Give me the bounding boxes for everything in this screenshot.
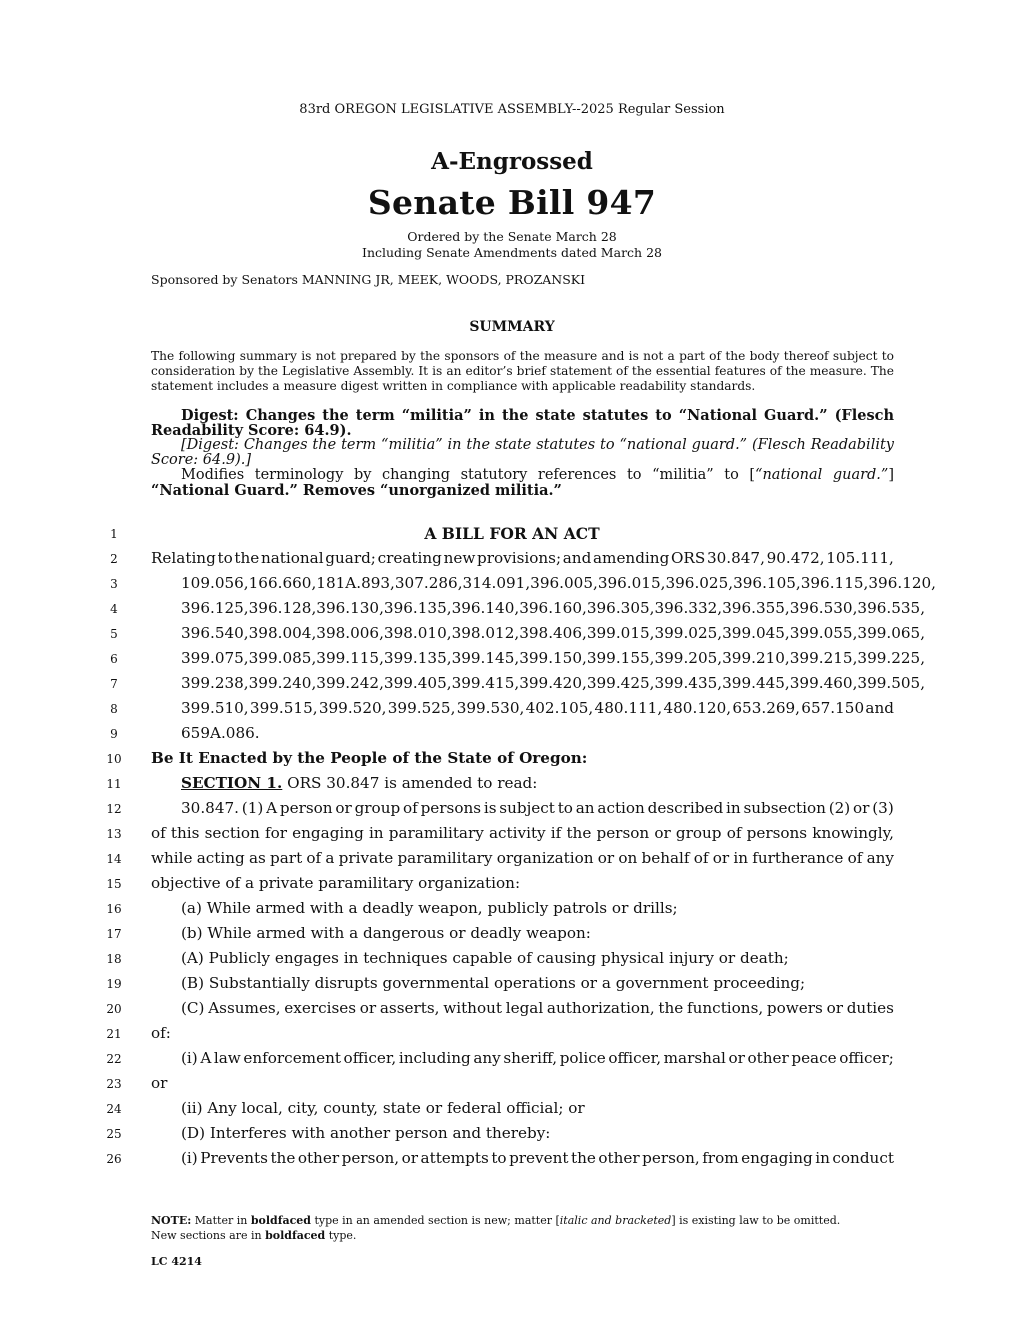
word: 399.420, (519, 674, 587, 692)
word: 396.530, (789, 599, 858, 617)
word: engaging (741, 1149, 813, 1167)
word: 399.215, (789, 649, 858, 667)
note-text: type in an amended section is new; matter [ (310, 1214, 560, 1227)
word: (1) (241, 799, 264, 817)
word: if (550, 824, 562, 842)
word: 396.130, (316, 599, 384, 617)
ors-list-line: 659A.086. (181, 724, 260, 742)
line-number: 17 (106, 927, 122, 941)
note-label: NOTE: (151, 1214, 192, 1227)
summary-title: SUMMARY (469, 319, 555, 335)
word: knowingly, (812, 824, 894, 842)
word: part (270, 849, 303, 867)
word: in (726, 799, 741, 817)
word: subsection (743, 799, 826, 817)
word: 399.242, (316, 674, 384, 692)
body-line: (b) While armed with a dangerous or deadly weapon: (181, 924, 591, 942)
modifies-new-text: “National Guard.” Removes “unorganized militia.” (151, 482, 562, 499)
word: 399.015, (586, 624, 655, 642)
word: 396.105, (733, 574, 801, 592)
word: duties (846, 999, 894, 1017)
ors-list-line (181, 674, 926, 692)
word: activity (488, 824, 546, 842)
word: of (403, 799, 418, 817)
word: 396.135, (383, 599, 452, 617)
word: 480.120, (663, 699, 732, 717)
enacting-clause: Be It Enacted by the People of the State of Oregon: (151, 749, 588, 767)
word: acting (196, 849, 245, 867)
body-line (181, 1049, 894, 1067)
word: subject (499, 799, 555, 817)
word: for (264, 824, 287, 842)
word: other (297, 1149, 340, 1167)
word: 399.460, (789, 674, 858, 692)
word: 399.055, (789, 624, 858, 642)
word: (i) (181, 1049, 198, 1067)
word: legal (505, 999, 544, 1017)
word: ORS (670, 549, 706, 567)
word: on (618, 849, 638, 867)
body-line: (D) Interferes with another person and thereby: (181, 1124, 551, 1142)
word: 399.415, (451, 674, 520, 692)
line-number: 2 (110, 552, 118, 566)
word: 398.004, (248, 624, 317, 642)
word: 399.205, (654, 649, 723, 667)
word: enforcement (243, 1049, 341, 1067)
word: persons (746, 824, 808, 842)
body-line (181, 799, 894, 817)
word: persons (420, 799, 482, 817)
word: officer, (608, 1049, 662, 1067)
line-number: 8 (110, 702, 118, 716)
word: or (853, 799, 870, 817)
word: including (398, 1049, 471, 1067)
word: in (815, 1149, 830, 1167)
word: group (354, 799, 401, 817)
word: 399.135, (383, 649, 452, 667)
note-text: type. (325, 1229, 357, 1242)
word: 105.111, (826, 549, 894, 567)
word: 398.012, (451, 624, 520, 642)
word: 396.355, (722, 599, 790, 617)
word: or (728, 1049, 745, 1067)
word: 399.435, (654, 674, 723, 692)
word: the (234, 549, 260, 567)
word: and (562, 549, 592, 567)
note-text: Matter in (191, 1214, 251, 1227)
word: action (597, 799, 645, 817)
word: 396.160, (519, 599, 587, 617)
sponsors: Sponsored by Senators MANNING JR, MEEK, WOODS, PROZANSKI (151, 272, 586, 287)
body-line (181, 999, 894, 1017)
word: provisions; (477, 549, 562, 567)
including-line: Including Senate Amendments dated March 28 (362, 245, 662, 260)
word: person, (341, 1149, 400, 1167)
word: 399.025, (654, 624, 723, 642)
word: any (473, 1049, 501, 1067)
word: as (248, 849, 266, 867)
line-number: 6 (110, 652, 118, 666)
word: officer, (343, 1049, 397, 1067)
word: A (266, 799, 278, 817)
word: and (865, 699, 894, 717)
word: in (733, 849, 749, 867)
ors-list-line (181, 649, 926, 667)
modifies-removed-text: “national guard.” (755, 467, 889, 483)
word: 396.332, (654, 599, 723, 617)
word: paramilitary (388, 824, 484, 842)
word: person, (642, 1149, 700, 1167)
word: exercises (284, 999, 357, 1017)
word: described (647, 799, 724, 817)
word: 181A.893, (316, 574, 395, 592)
body-line: or (151, 1074, 168, 1092)
word: paramilitary (397, 849, 493, 867)
line-number: 1 (110, 527, 118, 541)
word: 399.510, (181, 699, 249, 717)
word: 396.305, (586, 599, 655, 617)
word: 398.406, (519, 624, 587, 642)
word: 109.056, (181, 574, 249, 592)
word: the (658, 999, 684, 1017)
word: 396.015, (597, 574, 666, 592)
line-number: 7 (110, 677, 118, 691)
modifies-text-2: ] (888, 467, 895, 483)
word: 399.115, (316, 649, 384, 667)
word: 396.125, (181, 599, 249, 617)
word: police (559, 1049, 606, 1067)
word: 399.210, (722, 649, 790, 667)
word: an (575, 799, 595, 817)
line-number: 20 (106, 1002, 122, 1016)
act-heading: A BILL FOR AN ACT (424, 524, 600, 543)
word: 657.150 (801, 699, 865, 717)
body-line: objective of a private paramilitary organization: (151, 874, 521, 892)
line-number: 12 (106, 802, 122, 816)
body-line (181, 1149, 894, 1167)
word: of (693, 849, 709, 867)
body-line (151, 849, 894, 867)
ors-list-line (181, 574, 937, 592)
session-header: 83rd OREGON LEGISLATIVE ASSEMBLY--2025 Regular Session (299, 102, 725, 117)
word: 399.530, (456, 699, 525, 717)
word: 399.520, (318, 699, 387, 717)
word: or (401, 1149, 419, 1167)
line-number: 14 (106, 852, 122, 866)
word: a (325, 849, 335, 867)
word: attempts (420, 1149, 489, 1167)
word: other (598, 1149, 640, 1167)
note-text: New sections are in (151, 1229, 266, 1242)
word: amending (592, 549, 670, 567)
relating-line (151, 549, 894, 567)
word: while (151, 849, 193, 867)
section-1-text: ORS 30.847 is amended to read: (282, 774, 538, 792)
line-number: 18 (106, 952, 122, 966)
body-line: (ii) Any local, city, county, state or federal official; or (181, 1099, 585, 1117)
body-line: (B) Substantially disrupts governmental operations or a government proceeding; (181, 974, 806, 992)
line-number: 21 (106, 1027, 122, 1041)
line-number: 3 (110, 577, 118, 591)
word: 480.111, (594, 699, 663, 717)
word: 307.286, (394, 574, 463, 592)
word: 314.091, (462, 574, 531, 592)
word: person (596, 824, 650, 842)
word: 399.505, (857, 674, 926, 692)
word: 399.515, (249, 699, 318, 717)
word: authorization, (546, 999, 655, 1017)
word: to (491, 1149, 507, 1167)
word: person (279, 799, 333, 817)
body-line: (a) While armed with a deadly weapon, publicly patrols or drills; (181, 899, 678, 917)
word: Assumes, (208, 999, 281, 1017)
word: (2) (828, 799, 851, 817)
body-line: of: (151, 1024, 171, 1042)
word: peace (791, 1049, 837, 1067)
word: other (747, 1049, 789, 1067)
word: Prevents (200, 1149, 268, 1167)
word: (3) (872, 799, 894, 817)
line-number: 10 (106, 752, 122, 766)
line-number: 9 (110, 727, 118, 741)
word: 398.006, (316, 624, 384, 642)
word: to (557, 799, 573, 817)
word: marshal (663, 1049, 726, 1067)
word: conduct (832, 1149, 894, 1167)
word: without (443, 999, 502, 1017)
word: from (702, 1149, 739, 1167)
line-number: 11 (106, 777, 122, 791)
word: 399.065, (857, 624, 926, 642)
summary-paragraph: The following summary is not prepared by the sponsors of the measure and is not a part of the body thereof subject to consideration by the Legislative Assembly. It is an editor’s brief statement of the essential features of the measure. The statement includes a measure digest written in compliance with applicable readability standards. (151, 349, 894, 393)
word: or (654, 824, 671, 842)
line-number: 22 (106, 1052, 122, 1066)
word: (C) (181, 999, 205, 1017)
word: 399.075, (181, 649, 249, 667)
word: national (260, 549, 324, 567)
word: new (443, 549, 476, 567)
section-1-line (181, 774, 537, 792)
word: 90.472, (766, 549, 825, 567)
word: 396.120, (868, 574, 937, 592)
word: 399.085, (248, 649, 317, 667)
section-1-label: SECTION 1. (181, 774, 283, 792)
word: private (338, 849, 394, 867)
word: prevent (509, 1149, 569, 1167)
word: functions, (687, 999, 764, 1017)
word: 396.140, (451, 599, 520, 617)
word: this (170, 824, 200, 842)
ordered-line: Ordered by the Senate March 28 (407, 229, 617, 244)
word: or (335, 799, 352, 817)
line-number: 16 (106, 902, 122, 916)
line-number: 26 (106, 1152, 122, 1166)
line-number: 23 (106, 1077, 122, 1091)
word: the (566, 824, 592, 842)
word: of (306, 849, 322, 867)
word: group (675, 824, 722, 842)
note-italic: italic and bracketed (559, 1214, 672, 1227)
word: sheriff, (503, 1049, 558, 1067)
word: furtherance (752, 849, 844, 867)
word: behalf (641, 849, 690, 867)
word: or (826, 999, 843, 1017)
word: in (368, 824, 384, 842)
word: to (217, 549, 233, 567)
word: 399.225, (857, 649, 926, 667)
ors-list-line (181, 699, 894, 717)
lc-number: LC 4214 (151, 1255, 202, 1268)
word: 396.540, (181, 624, 249, 642)
word: 399.425, (586, 674, 655, 692)
word: of (151, 824, 166, 842)
word: engaging (292, 824, 364, 842)
word: or (359, 999, 377, 1017)
line-number: 24 (106, 1102, 122, 1116)
footer-note (151, 1213, 894, 1243)
engrossed-label: A-Engrossed (431, 148, 593, 175)
word: 399.445, (722, 674, 790, 692)
word: 396.535, (857, 599, 926, 617)
word: 399.145, (451, 649, 520, 667)
word: 396.025, (665, 574, 734, 592)
line-number: 13 (106, 827, 122, 841)
modifies-statement (151, 468, 894, 499)
word: creating (377, 549, 442, 567)
note-bold: boldfaced (250, 1214, 311, 1227)
word: 399.155, (586, 649, 655, 667)
word: the (270, 1149, 296, 1167)
word: 166.660, (248, 574, 317, 592)
ors-list-line (181, 599, 926, 617)
word: 399.150, (519, 649, 587, 667)
word: 396.005, (530, 574, 598, 592)
note-text: ] is existing law to be omitted. (671, 1214, 841, 1227)
word: organization (496, 849, 594, 867)
word: asserts, (379, 999, 440, 1017)
word: or (712, 849, 730, 867)
word: any (866, 849, 894, 867)
line-number: 5 (110, 627, 118, 641)
word: powers (766, 999, 823, 1017)
word: the (571, 1149, 596, 1167)
word: 653.269, (732, 699, 801, 717)
word: officer; (839, 1049, 894, 1067)
digest-old: [Digest: Changes the term “militia” in the state statutes to “national guard.” (Flesch Readability Score: 64.9).] (151, 437, 894, 468)
word: 399.525, (387, 699, 456, 717)
word: section (204, 824, 260, 842)
word: or (597, 849, 615, 867)
note-bold: boldfaced (265, 1229, 326, 1242)
word: 398.010, (383, 624, 452, 642)
bill-title: Senate Bill 947 (367, 183, 657, 222)
line-number: 4 (110, 602, 118, 616)
word: is (483, 799, 497, 817)
ors-list-line (181, 624, 926, 642)
word: of (847, 849, 863, 867)
word: 396.128, (248, 599, 317, 617)
word: (i) (181, 1149, 198, 1167)
word: 30.847, (706, 549, 765, 567)
word: 399.045, (722, 624, 790, 642)
word: 399.238, (181, 674, 249, 692)
word: 399.240, (248, 674, 317, 692)
digest-new: Digest: Changes the term “militia” in the state statutes to “National Guard.” (Flesch Readability Score: 64.9). (151, 407, 894, 439)
word: 402.105, (525, 699, 594, 717)
line-number: 25 (106, 1127, 122, 1141)
word: 30.847. (181, 799, 239, 817)
line-number: 15 (106, 877, 122, 891)
word: 399.405, (383, 674, 452, 692)
word: guard; (325, 549, 376, 567)
line-number: 19 (106, 977, 122, 991)
body-line (151, 824, 894, 842)
body-line: (A) Publicly engages in techniques capable of causing physical injury or death; (181, 949, 789, 967)
word: law (213, 1049, 241, 1067)
word: 396.115, (800, 574, 869, 592)
modifies-text-1: Modifies terminology by changing statutory references to “militia” to [ (181, 467, 756, 483)
word: of (726, 824, 742, 842)
word: A (200, 1049, 212, 1067)
word: Relating (151, 549, 216, 567)
